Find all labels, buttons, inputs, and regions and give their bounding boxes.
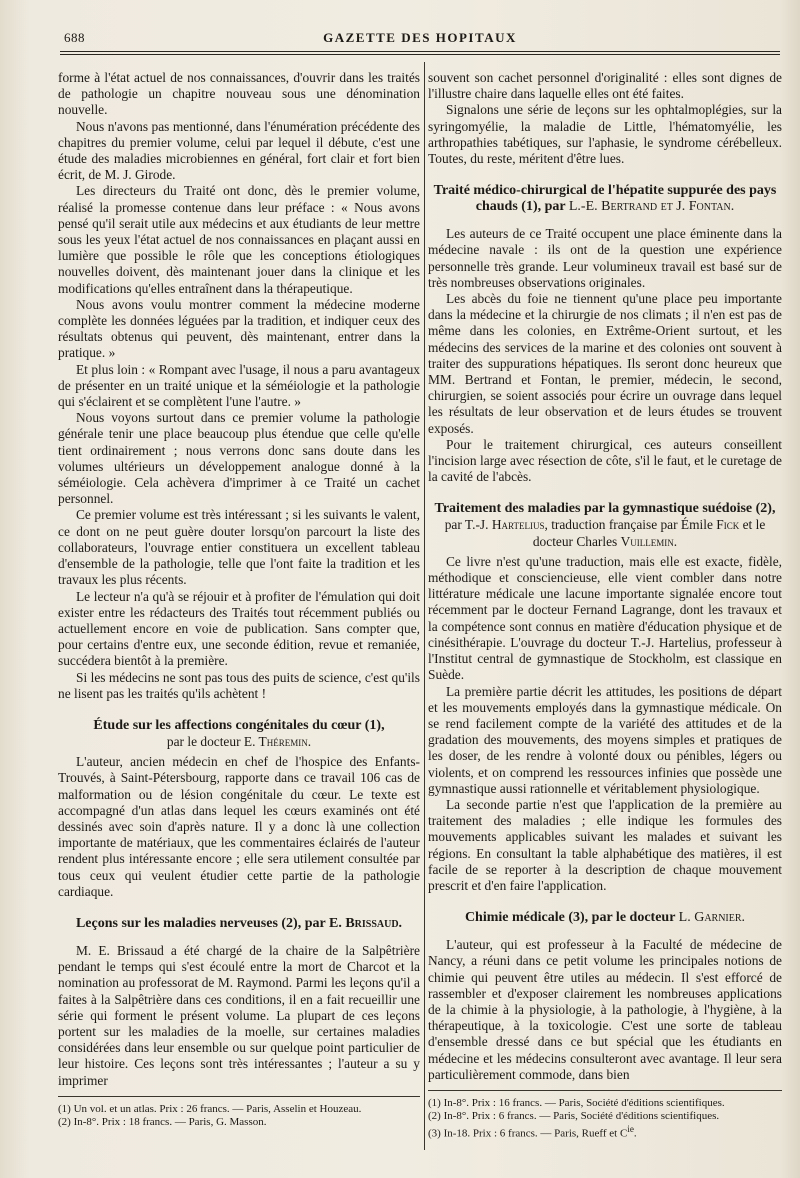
paragraph: Si les médecins ne sont pas tous des puits de science, c'est qu'ils ne lisent pas les traités qu'ils achètent ! [58,669,420,701]
section-byline [428,517,782,549]
author-name: L.-E. Bertrand et J. Fontan. [568,199,735,215]
paragraph: Les abcès du foie ne tiennent qu'une place peu importante dans la médecine et la chirurgie de nos climats ; il n'en est pas de même dans les colonies, en Extrême-Orient surtout, et les médecins des services de la marine et des colonies ont souvent à traiter des suppurations hépatiques. Ils seront donc heureux que MM. Bertrand et Fontan, le premier, médecin, le second, chirurgien, se soient associés pour écrire un ouvrage dans lequel les résultats de leur observation et de leurs études se trouvent exposés. [428,291,782,436]
page-number: 688 [64,30,85,45]
section-gap [58,702,420,718]
section-byline [58,734,420,750]
paragraph: Ce premier volume est très intéressant ; si les suivants le valent, ce dont on ne peut guère douter lorsqu'on parcourt la liste des collaborateurs, l'ouvrage entier constituera un excellent tableau d'ensemble de la pathologie, telle que l'ont faite la tradition et les travaux les plus récents. [58,507,420,588]
paragraph: Nous avons voulu montrer comment la médecine moderne complète les données léguées par la tradition, et indiquer ceux des résultats obtenus qui peuvent, dès maintenant, entrer dans la pratique. » [58,296,420,361]
paragraph: Nous voyons surtout dans ce premier volume la pathologie générale tenir une place beaucoup plus étendue que celle qu'elle tient ordinairement ; nous verrons donc sans doute dans les volumes ultérieurs un développement analogue donné à la séméiologie. Cela achèvera d'imprimer à ce Traité un cachet personnel. [58,410,420,507]
paragraph: forme à l'état actuel de nos connaissances, d'ouvrir dans les traités de pathologie un chapitre nouveau sous une dénomination nouvelle. [58,70,420,118]
footnotes [428,1097,782,1141]
journal-title: GAZETTE DES HOPITAUX [323,30,517,45]
paragraph: Les directeurs du Traité ont donc, dès le premier volume, réalisé la promesse contenue dans leur préface : « Nous avons pensé qu'il serait utile aux médecins et aux étudiants de leur mettre sous les yeux l'état actuel de nos connaissances en plaçant aussi en lumière que possible le rôle que les conceptions étiologiques nouvelles doivent, dès maintenant jouer dans la clinique et les modifications qu'elles entraînent dans la thérapeutique. [58,183,420,296]
byline-text: et le docteur Charles [532,517,766,549]
translator-name: Fick [716,517,740,533]
paragraph: souvent son cachet personnel d'originalité : elles sont dignes de l'illustre chaire dans laquelle elles ont été faites. [428,70,782,102]
paragraph: Les auteurs de ce Traité occupent une place éminente dans la médecine navale : ils ont de la question une expérience personnelle très grande. Leur volumineux travail est basé sur de très nombreuses observations originales. [428,226,782,290]
byline-text: par le docteur [166,733,241,749]
paragraph: La seconde partie n'est que l'application de la première au traitement des maladies ; elle indique les formules des mouvements applicables suivant les malades et suivant les régions. En consultant la table alphabétique des matières, il est facile de se reporter à la description de chaque mouvement prescrit et d'en faire l'application. [428,796,782,893]
footnotes [58,1103,420,1129]
section-title-text: Leçons sur les maladies nerveuses (2), par [75,915,326,931]
translator-name: Vuillemin. [620,533,678,549]
section-gap [428,215,782,226]
paragraph: Ce livre n'est qu'une traduction, mais elle est exacte, fidèle, méthodique et consciencieuse, elle vient combler dans notre littérature médicale une lacune importante signalée encore tout récemment par le docteur Fernand Lagrange, dont les travaux et la compétence sont connus en matière d'éducation physique et de cinésithérapie. L'ouvrage du docteur T.-J. Hartelius, professeur à l'Institut central de gymnastique de Stockholm, est classique en Suède. [428,553,782,683]
page-header [60,30,780,50]
section-title [428,910,782,926]
paragraph: L'auteur, qui est professeur à la Faculté de médecine de Nancy, a réuni dans ce petit volume les principales notions de chimie qui peuvent être utiles au médecin. Il s'est efforcé de rassembler et d'exposer clairement les nombreuses applications de la chimie à la physiologie, à la pathologie, à l'hygiène, à la thérapeutique, à la toxicologie. C'est une sorte de tableau d'ensemble dressé dans ce but spécial que les étudiants en médecine et les médecins consulteront avec avantage. Il leur sera particulièrement commode, dans bien [428,937,782,1082]
paragraph: Nous n'avons pas mentionné, dans l'énumération précédente des chapitres du premier volume, celui par lequel il débute, c'est une étude des maladies microbiennes en général, fort clair et fort bien écrit, de M. J. Girode. [58,118,420,183]
byline-text: par T.-J. [444,517,489,533]
paragraph: M. E. Brissaud a été chargé de la chaire de la Salpêtrière pendant le temps qui s'est écoulé entre la mort de Charcot et la nomination au professorat de M. Raymond. Parmi les leçons qu'il a faites à la Salpêtrière dans ces conditions, il en a fait recueillir une série qui forment le présent volume. La plupart de ces leçons portent sur les maladies de la moelle, sur certaines maladies considérées dans leur ensemble ou sur quelque point particulier de leur histoire. Ces leçons sont très intéressantes ; l'auteur a su y imprimer [58,942,420,1088]
section-title: Étude sur les affections congénitales du cœur (1), [93,717,385,733]
section-gap [58,932,420,943]
header-rule [60,51,780,55]
left-column [58,70,420,1129]
section-gap [428,926,782,937]
column-divider [424,62,425,1150]
footnote-rule [428,1090,782,1091]
byline-text: traduction française par Émile [551,517,713,533]
section-gap [428,485,782,501]
section-title: Traitement des maladies par la gymnastique suédoise (2), [434,501,776,517]
section-title-text: Traité médico-chirurgical de l'hépatite suppurée des pays chauds (1), par [433,183,777,215]
footnote: (1) Un vol. et un atlas. Prix : 26 francs. — Paris, Asselin et Houzeau. [58,1102,362,1115]
paragraph: La première partie décrit les attitudes, les positions de départ et les mouvements employés dans la gymnastique médicale. On se rend facilement compte de la variété des attitudes et de la gradation des mouvements, des moyens simples et pratiques de les doser, de les rendre à volonté doux ou pénibles, légers ou violents, et on comprend les ressources infinies que possède une gymnastique aussi rationnelle et véritablement physiologique. [428,683,782,796]
footnote: (2) In-8°. Prix : 18 francs. — Paris, G. Masson. [58,1115,267,1128]
footnote: (1) In-8°. Prix : 16 francs. — Paris, Société d'éditions scientifiques. [428,1096,725,1109]
section-gap [428,894,782,910]
author-name: E. Brissaud. [328,915,403,931]
paragraph: Pour le traitement chirurgical, ces auteurs conseillent l'incision large avec résection de côte, s'il le faut, et le curetage de la cavité de l'abcès. [428,436,782,485]
footnote: (2) In-8°. Prix : 6 francs. — Paris, Société d'éditions scientifiques. [428,1109,720,1122]
section-title [58,916,420,932]
author-name: E. Théremin. [243,733,312,749]
paragraph: Le lecteur n'a qu'à se réjouir et à profiter de l'émulation qui doit exister entre les rédacteurs des Traités tout récemment publiés ou actuellement encore en voie de publication. Sans compter que, pour certains d'entre eux, une seconde édition, revue et remaniée, succédera bientôt à la première. [58,588,420,669]
paragraph: Signalons une série de leçons sur les ophtalmoplégies, sur la syringomyélie, la maladie de Little, l'hématomyélie, les arthropathies tabétiques, sur l'aphasie, le syndrome cérébelleux. Toutes, du reste, méritent d'être lues. [428,102,782,167]
paragraph: L'auteur, ancien médecin en chef de l'hospice des Enfants-Trouvés, à Saint-Pétersbourg, rapporte dans ce travail 106 cas de malformation ou de lésion congénitale du cœur. Le texte est accompagné d'un atlas dans lequel les cœurs examinés ont été dessinés avec soin d'après nature. Il y a donc là une collection importante de matériaux, que les commentaires éclairés de l'auteur rendent plus intéressante encore ; elle sera utilement consultée par tous ceux qui veulent étudier cette partie de la pathologie cardiaque. [58,754,420,899]
author-name: L. Garnier. [678,910,746,926]
paragraph: Et plus loin : « Rompant avec l'usage, il nous a paru avantageux de présenter en un traité unique et la séméiologie et la pathologie qui s'éclairent et se complètent l'une l'autre. » [58,361,420,410]
footnote: (3) In-18. Prix : 6 francs. — Paris, Rueff et $C^{ie}$. [428,1123,637,1140]
section-gap [58,900,420,916]
author-name: Hartelius, [491,517,548,533]
section-gap [428,167,782,183]
right-column [428,70,782,1141]
section-title-text: Chimie médicale (3), par le docteur [464,910,676,926]
section-title [428,183,782,215]
footnote-rule [58,1096,420,1097]
